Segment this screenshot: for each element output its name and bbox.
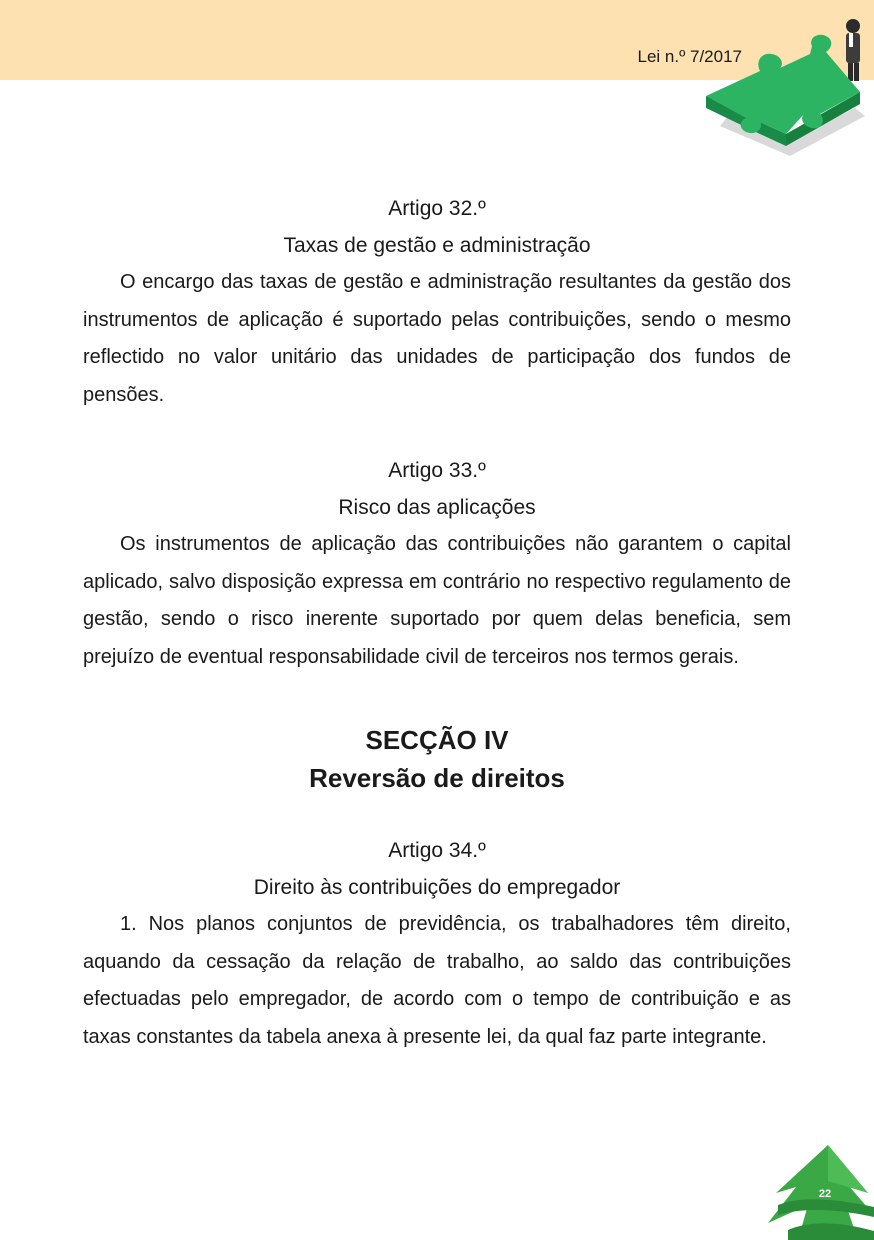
article-number: Artigo 34.º: [388, 839, 486, 862]
article-number: Artigo 33.º: [388, 459, 486, 482]
article-paragraph: 1. Nos planos conjuntos de previdência, os trabalhadores têm direito, aquando da cessação da relação de trabalho, ao saldo das contribuições efectuadas pelo empregador, de acordo com o tempo de contribuição e as taxas constantes da tabela anexa à presente lei, da qual faz parte integrante.: [83, 913, 791, 1048]
article-32: [83, 190, 791, 414]
article-number: Artigo 32.º: [388, 197, 486, 220]
law-reference: Lei n.º 7/2017: [637, 47, 742, 66]
article-title: Taxas de gestão e administração: [283, 234, 591, 257]
section-number: SECÇÃO IV: [365, 725, 509, 755]
article-title: Direito às contribuições do empregador: [253, 876, 621, 899]
puzzle-piece-icon: [700, 16, 870, 161]
article-paragraph: O encargo das taxas de gestão e administração resultantes da gestão dos instrumentos de aplicação é suportado pelas contribuições, sendo o mesmo reflectido no valor unitário das unidades de participação dos fundos de pensões.: [83, 271, 791, 406]
section-heading: [83, 721, 791, 797]
article-34: [83, 832, 791, 1056]
person-figure: [846, 19, 860, 81]
article-title: Risco das aplicações: [338, 496, 536, 519]
document-body: [83, 190, 791, 1094]
page-number: 22: [818, 1188, 832, 1200]
article-33: [83, 452, 791, 676]
section-title: Reversão de direitos: [309, 763, 565, 793]
article-paragraph: Os instrumentos de aplicação das contribuições não garantem o capital aplicado, salvo disposição expressa em contrário no respectivo regulamento de gestão, sendo o risco inerente suportado por quem delas beneficia, sem prejuízo de eventual responsabilidade civil de terceiros nos termos gerais.: [83, 533, 791, 668]
